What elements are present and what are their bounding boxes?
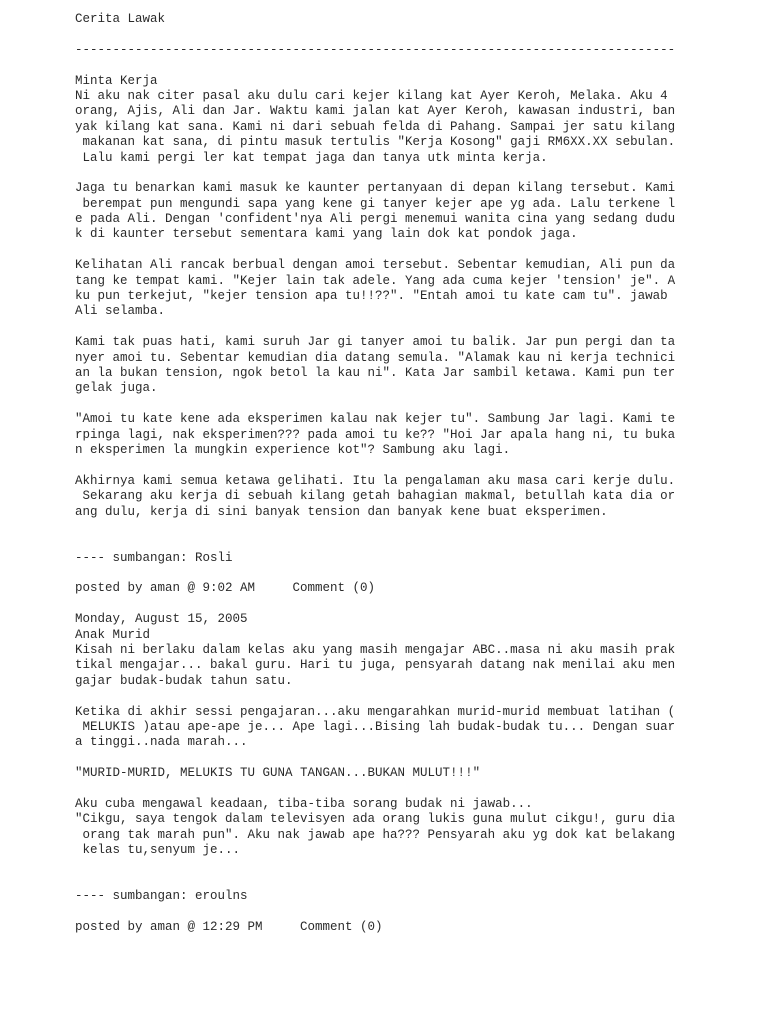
- post-paragraph: [75, 766, 695, 781]
- text-line: ang dulu, kerja di sini banyak tension dan banyak kene buat eksperimen.: [75, 504, 608, 519]
- text-line: tikal mengajar... bakal guru. Hari tu juga, pensyarah datang nak menilai aku men: [75, 658, 676, 673]
- text-line: gelak juga.: [75, 381, 158, 396]
- text-line: Kisah ni berlaku dalam kelas aku yang masih mengajar ABC..masa ni aku masih prak: [75, 643, 676, 658]
- text-line: makanan kat sana, di pintu masuk tertulis "Kerja Kosong" gaji RM6XX.XX sebulan.: [75, 135, 676, 150]
- post-title: Anak Murid: [75, 627, 151, 642]
- text-line: Kelihatan Ali rancak berbual dengan amoi tersebut. Sebentar kemudian, Ali pun da: [75, 258, 676, 273]
- text-line: nyer amoi tu. Sebentar kemudian dia datang semula. "Alamak kau ni kerja technici: [75, 350, 676, 365]
- text-line: tang ke tempat kami. "Kejer lain tak adele. Yang ada cuma kejer 'tension' je". A: [75, 273, 676, 288]
- text-line: Ketika di akhir sessi pengajaran...aku mengarahkan murid-murid membuat latihan (: [75, 704, 676, 719]
- contributor-line: ---- sumbangan: eroulns: [75, 889, 248, 904]
- post-paragraph: [75, 797, 695, 859]
- text-line: orang tak marah pun". Aku nak jawab ape ha??? Pensyarah aku yg dok kat belakang: [75, 827, 676, 842]
- blog-title: Cerita Lawak: [75, 12, 166, 26]
- text-line: yak kilang kat sana. Kami ni dari sebuah felda di Pahang. Sampai jer satu kilang: [75, 119, 676, 134]
- text-line: Lalu kami pergi ler kat tempat jaga dan tanya utk minta kerja.: [75, 150, 548, 165]
- text-line: "Amoi tu kate kene ada eksperimen kalau nak kejer tu". Sambung Jar lagi. Kami te: [75, 412, 676, 427]
- contributor-line: ---- sumbangan: Rosli: [75, 550, 233, 565]
- text-line: Aku cuba mengawal keadaan, tiba-tiba sorang budak ni jawab...: [75, 796, 533, 811]
- blog-page: [75, 12, 695, 935]
- posted-by-text: posted by aman @ 12:29 PM: [75, 920, 263, 935]
- post-title: Minta Kerja: [75, 73, 158, 88]
- post-paragraph: [75, 335, 695, 397]
- posted-by-text: posted by aman @ 9:02 AM: [75, 581, 256, 596]
- text-line: Akhirnya kami semua ketawa gelihati. Itu la pengalaman aku masa cari kerje dulu.: [75, 473, 676, 488]
- text-line: Jaga tu benarkan kami masuk ke kaunter pertanyaan di depan kilang tersebut. Kami: [75, 181, 676, 196]
- post-footer: [75, 920, 695, 935]
- text-line: MELUKIS )atau ape-ape je... Ape lagi...Bising lah budak-budak tu... Dengan suar: [75, 719, 676, 734]
- post-anak-murid: [75, 612, 695, 935]
- text-line: Kami tak puas hati, kami suruh Jar gi tanyer amoi tu balik. Jar pun pergi dan ta: [75, 335, 676, 350]
- text-line: Sekarang aku kerja di sebuah kilang getah bahagian makmal, betullah kata dia or: [75, 489, 676, 504]
- header-divider: --------------------------------------------------------------------------------: [75, 42, 676, 57]
- text-line: a tinggi..nada marah...: [75, 735, 248, 750]
- text-line: ku pun terkejut, "kejer tension apa tu!!??". "Entah amoi tu kate cam tu". jawab: [75, 289, 668, 304]
- text-line: "MURID-MURID, MELUKIS TU GUNA TANGAN...BUKAN MULUT!!!": [75, 766, 481, 781]
- text-line: berempat pun mengundi sapa yang kene gi tanyer kejer ape yg ada. Lalu terkene l: [75, 196, 676, 211]
- text-line: k di kaunter tersebut sementara kami yang lain dok kat pondok jaga.: [75, 227, 578, 242]
- post-date: Monday, August 15, 2005: [75, 612, 248, 627]
- text-line: gajar budak-budak tahun satu.: [75, 673, 293, 688]
- text-line: Ali selamba.: [75, 304, 166, 319]
- text-line: Ni aku nak citer pasal aku dulu cari kejer kilang kat Ayer Keroh, Melaka. Aku 4: [75, 88, 668, 103]
- text-line: an la bukan tension, ngok betol la kau ni". Kata Jar sambil ketawa. Kami pun ter: [75, 365, 676, 380]
- text-line: e pada Ali. Dengan 'confident'nya Ali pergi menemui wanita cina yang sedang dudu: [75, 212, 676, 227]
- text-line: n eksperimen la mungkin experience kot"? Sambung aku lagi.: [75, 442, 511, 457]
- post-paragraph: [75, 89, 695, 166]
- post-paragraph: [75, 705, 695, 751]
- comment-link[interactable]: Comment (0): [300, 920, 383, 935]
- comment-link[interactable]: Comment (0): [292, 581, 376, 596]
- text-line: rpinga lagi, nak eksperimen??? pada amoi tu ke?? "Hoi Jar apala hang ni, tu buka: [75, 427, 676, 442]
- post-paragraph: [75, 474, 695, 520]
- text-line: "Cikgu, saya tengok dalam televisyen ada orang lukis guna mulut cikgu!, guru dia: [75, 812, 676, 827]
- post-footer: [75, 581, 695, 596]
- post-paragraph: [75, 412, 695, 458]
- text-line: orang, Ajis, Ali dan Jar. Waktu kami jalan kat Ayer Keroh, kawasan industri, ban: [75, 104, 676, 119]
- post-paragraph: [75, 181, 695, 243]
- post-minta-kerja: [75, 74, 695, 613]
- text-line: kelas tu,senyum je...: [75, 843, 241, 858]
- post-paragraph: [75, 258, 695, 320]
- post-paragraph: [75, 643, 695, 689]
